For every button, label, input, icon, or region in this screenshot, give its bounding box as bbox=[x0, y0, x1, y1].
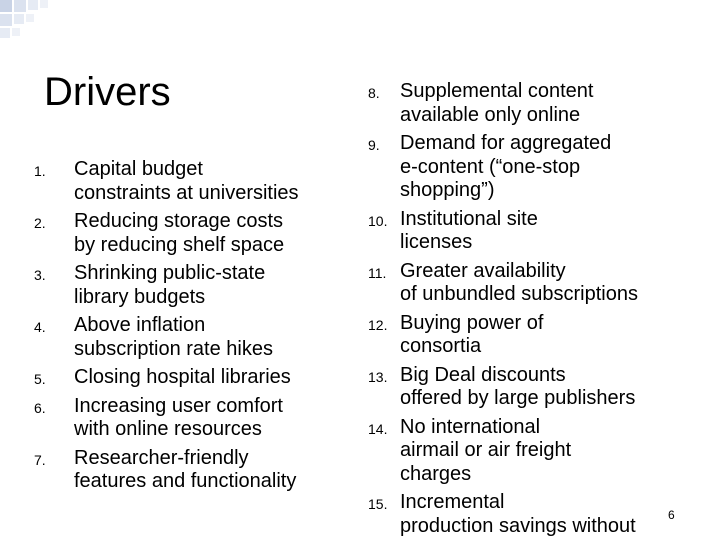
item-text: Above inflation subscription rate hikes bbox=[74, 314, 273, 360]
item-text: Shrinking public-state library budgets bbox=[74, 262, 266, 308]
list-item bbox=[34, 210, 354, 257]
list-item bbox=[368, 260, 708, 307]
list-item bbox=[34, 447, 354, 494]
slide-title: Drivers bbox=[44, 70, 171, 114]
list-item bbox=[368, 208, 708, 255]
list-item bbox=[368, 132, 708, 203]
item-number: 1. bbox=[34, 163, 46, 179]
item-number: 13. bbox=[368, 368, 388, 385]
item-text: No international airmail or air freight charges bbox=[400, 415, 572, 485]
item-number: 12. bbox=[368, 316, 388, 333]
item-text: Reducing storage costs by reducing shelf space bbox=[74, 210, 285, 256]
item-text: Incremental production savings without bbox=[400, 491, 636, 537]
item-text: Researcher-friendly features and functionality bbox=[74, 446, 297, 492]
item-text: Institutional site licenses bbox=[400, 207, 538, 253]
item-number: 7. bbox=[34, 451, 46, 468]
item-number: 3. bbox=[34, 267, 46, 283]
page-number: 6 bbox=[668, 508, 675, 522]
list-item bbox=[368, 312, 708, 359]
item-number: 14. bbox=[368, 420, 388, 437]
list-item bbox=[368, 80, 708, 127]
item-number: 10. bbox=[368, 212, 388, 229]
item-text: Increasing user comfort with online resources bbox=[74, 394, 283, 440]
item-number: 2. bbox=[34, 215, 46, 231]
item-text: Supplemental content available only online bbox=[400, 80, 594, 126]
list-item bbox=[368, 491, 708, 538]
list-item bbox=[34, 314, 354, 361]
item-text: Buying power of consortia bbox=[400, 311, 544, 357]
drivers-list-left bbox=[34, 158, 354, 499]
corner-squares-icon bbox=[0, 0, 60, 60]
drivers-list-right bbox=[368, 80, 708, 543]
item-number: 15. bbox=[368, 496, 388, 512]
item-number: 6. bbox=[34, 399, 46, 416]
item-number: 5. bbox=[34, 371, 46, 387]
list-item bbox=[368, 364, 708, 411]
item-text: Closing hospital libraries bbox=[74, 366, 291, 388]
item-text: Greater availability of unbundled subscriptions bbox=[400, 259, 638, 305]
item-number: 4. bbox=[34, 319, 46, 335]
list-item bbox=[368, 416, 708, 487]
item-number: 11. bbox=[368, 264, 387, 281]
list-item bbox=[34, 395, 354, 442]
item-text: Demand for aggregated e-content (“one-stop shopping”) bbox=[400, 132, 612, 201]
item-text: Big Deal discounts offered by large publishers bbox=[400, 363, 636, 409]
list-item bbox=[34, 262, 354, 309]
list-item bbox=[34, 366, 354, 390]
list-item bbox=[34, 158, 354, 205]
item-number: 9. bbox=[368, 137, 380, 153]
item-number: 8. bbox=[368, 85, 380, 101]
item-text: Capital budget constraints at universities bbox=[74, 158, 299, 204]
